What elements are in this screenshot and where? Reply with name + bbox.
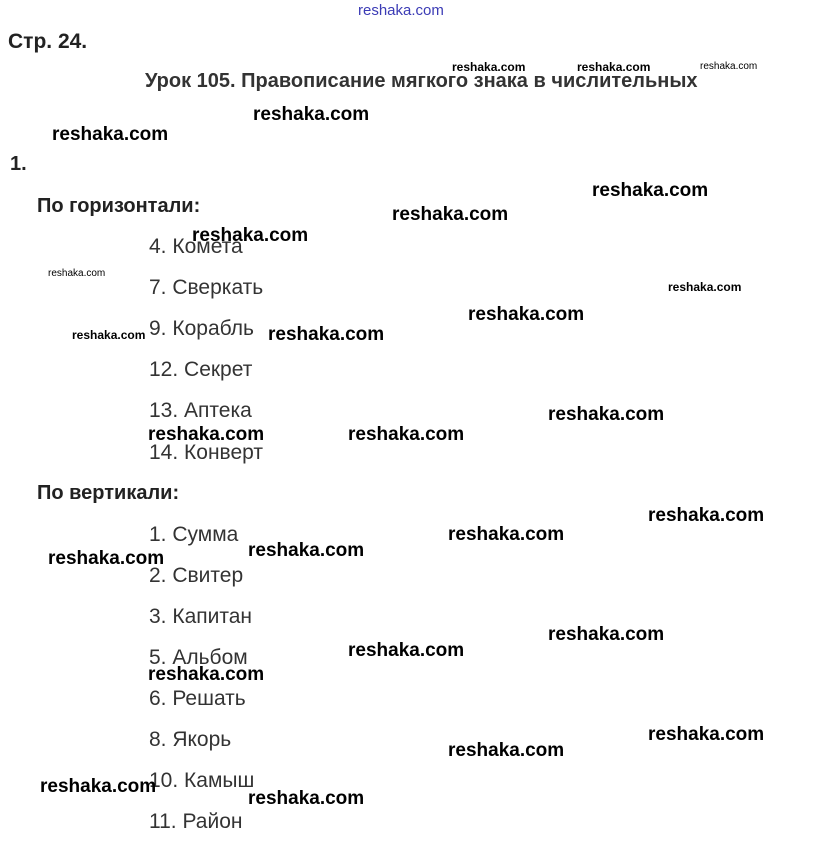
watermark: reshaka.com xyxy=(48,548,165,569)
watermark: reshaka.com xyxy=(52,124,169,145)
horizontal-answer: 13. Аптека xyxy=(149,399,252,422)
horizontal-answer: 9. Корабль xyxy=(149,317,254,340)
watermark: reshaka.com xyxy=(248,540,365,561)
watermark: reshaka.com xyxy=(648,724,765,745)
watermark: reshaka.com xyxy=(700,61,758,72)
watermark: reshaka.com xyxy=(648,505,765,526)
horizontal-answer: 14. Конверт xyxy=(149,441,263,464)
watermark: reshaka.com xyxy=(348,424,465,445)
watermark: reshaka.com xyxy=(577,60,651,74)
watermark: reshaka.com xyxy=(358,2,444,19)
task-number: 1. xyxy=(10,153,27,175)
watermark: reshaka.com xyxy=(348,640,465,661)
horizontal-heading: По горизонтали: xyxy=(37,195,201,217)
watermark: reshaka.com xyxy=(668,280,742,294)
watermark: reshaka.com xyxy=(448,740,565,761)
vertical-answer: 2. Свитер xyxy=(149,564,244,587)
horizontal-answer: 12. Секрет xyxy=(149,358,253,381)
watermark: reshaka.com xyxy=(452,60,526,74)
watermark: reshaka.com xyxy=(148,424,265,445)
vertical-answer: 1. Сумма xyxy=(149,523,239,546)
vertical-answer: 6. Решать xyxy=(149,687,246,710)
watermark: reshaka.com xyxy=(468,304,585,325)
watermark: reshaka.com xyxy=(192,225,309,246)
vertical-answer: 10. Камыш xyxy=(149,769,255,792)
watermark: reshaka.com xyxy=(48,268,106,279)
watermark: reshaka.com xyxy=(148,664,265,685)
watermark: reshaka.com xyxy=(392,204,509,225)
vertical-answer: 3. Капитан xyxy=(149,605,253,628)
watermark: reshaka.com xyxy=(448,524,565,545)
watermark: reshaka.com xyxy=(248,788,365,809)
watermark: reshaka.com xyxy=(592,180,709,201)
vertical-answer: 5. Альбом xyxy=(149,646,248,669)
watermark: reshaka.com xyxy=(268,324,385,345)
horizontal-answer: 4. Комета xyxy=(149,235,243,258)
watermark: reshaka.com xyxy=(548,404,665,425)
watermark: reshaka.com xyxy=(548,624,665,645)
vertical-answer: 8. Якорь xyxy=(149,728,232,751)
vertical-answer: 11. Район xyxy=(149,810,243,833)
vertical-heading: По вертикали: xyxy=(37,482,180,504)
watermark: reshaka.com xyxy=(253,104,370,125)
horizontal-answer: 7. Сверкать xyxy=(149,276,264,299)
page-number: Стр. 24. xyxy=(8,30,88,53)
watermark: reshaka.com xyxy=(40,776,157,797)
watermark: reshaka.com xyxy=(72,328,146,342)
lesson-title: Урок 105. Правописание мягкого знака в числительных xyxy=(145,70,698,92)
